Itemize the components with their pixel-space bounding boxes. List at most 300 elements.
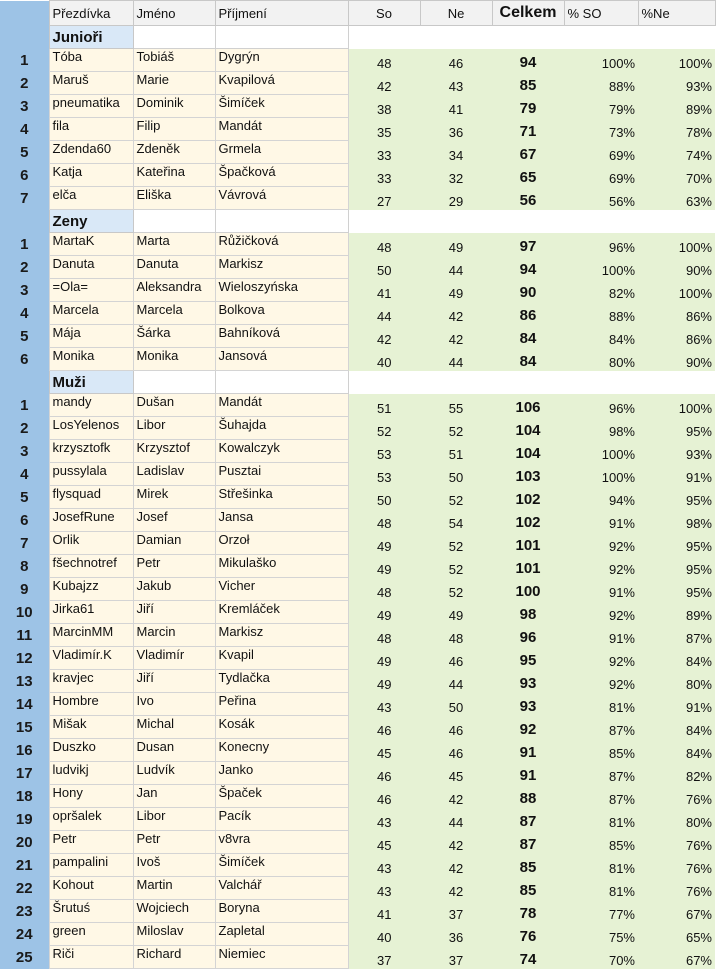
group-filler-cell — [564, 26, 638, 49]
table-row — [0, 486, 715, 509]
last-name-cell: v8vra — [215, 831, 348, 854]
group-rank-cell — [0, 210, 49, 233]
rank-cell: 14 — [0, 693, 49, 716]
pct-ne-cell: 98% — [638, 509, 715, 532]
rank-cell: 21 — [0, 854, 49, 877]
last-name-cell: Jansa — [215, 509, 348, 532]
ne-cell: 41 — [420, 95, 492, 118]
last-name-cell: Šimíček — [215, 854, 348, 877]
nick-cell: Jirka61 — [49, 601, 133, 624]
rank-cell: 6 — [0, 348, 49, 371]
total-cell: 103 — [492, 463, 564, 486]
total-cell: 87 — [492, 808, 564, 831]
total-cell: 94 — [492, 49, 564, 72]
pct-ne-cell: 84% — [638, 647, 715, 670]
first-name-cell: Dušan — [133, 394, 215, 417]
nick-cell: Petr — [49, 831, 133, 854]
first-name-cell: Martin — [133, 877, 215, 900]
nick-cell: elča — [49, 187, 133, 210]
ne-cell: 29 — [420, 187, 492, 210]
first-name-cell: Petr — [133, 555, 215, 578]
group-blank-cell — [215, 26, 348, 49]
first-name-cell: Krzysztof — [133, 440, 215, 463]
table-row — [0, 785, 715, 808]
last-name-cell: Wieloszyńska — [215, 279, 348, 302]
header-row — [0, 1, 715, 26]
pct-ne-cell: 63% — [638, 187, 715, 210]
first-name-cell: Jan — [133, 785, 215, 808]
group-filler-cell — [420, 26, 492, 49]
ne-cell: 46 — [420, 647, 492, 670]
so-cell: 33 — [348, 141, 420, 164]
ne-cell: 49 — [420, 233, 492, 256]
so-cell: 37 — [348, 946, 420, 969]
ne-cell: 37 — [420, 946, 492, 969]
total-cell: 93 — [492, 670, 564, 693]
last-name-cell: Tydlačka — [215, 670, 348, 693]
pct-so-cell: 77% — [564, 900, 638, 923]
so-cell: 43 — [348, 693, 420, 716]
last-name-cell: Jansová — [215, 348, 348, 371]
first-name-cell: Tobiáš — [133, 49, 215, 72]
first-name-cell: Filip — [133, 118, 215, 141]
last-name-cell: Kosák — [215, 716, 348, 739]
pct-so-cell: 92% — [564, 601, 638, 624]
group-name: Junioři — [49, 26, 133, 49]
pct-so-cell: 81% — [564, 693, 638, 716]
table-row — [0, 739, 715, 762]
pct-so-cell: 88% — [564, 302, 638, 325]
pct-so-cell: 82% — [564, 279, 638, 302]
last-name-cell: Kremláček — [215, 601, 348, 624]
first-name-cell: Marcin — [133, 624, 215, 647]
last-name-cell: Vicher — [215, 578, 348, 601]
pct-so-cell: 69% — [564, 164, 638, 187]
rank-cell: 4 — [0, 302, 49, 325]
ne-cell: 42 — [420, 831, 492, 854]
group-blank-cell — [133, 26, 215, 49]
rank-cell: 22 — [0, 877, 49, 900]
first-name-cell: Josef — [133, 509, 215, 532]
table-row — [0, 624, 715, 647]
so-cell: 48 — [348, 624, 420, 647]
ne-cell: 42 — [420, 302, 492, 325]
group-filler-cell — [564, 210, 638, 233]
so-cell: 35 — [348, 118, 420, 141]
group-rank-cell — [0, 371, 49, 394]
rank-cell: 25 — [0, 946, 49, 969]
pct-ne-cell: 76% — [638, 831, 715, 854]
pct-ne-cell: 65% — [638, 923, 715, 946]
pct-ne-cell: 70% — [638, 164, 715, 187]
table-row — [0, 72, 715, 95]
total-cell: 79 — [492, 95, 564, 118]
pct-so-cell: 91% — [564, 578, 638, 601]
nick-cell: pampalini — [49, 854, 133, 877]
total-cell: 78 — [492, 900, 564, 923]
first-name-cell: Jiří — [133, 670, 215, 693]
so-cell: 50 — [348, 486, 420, 509]
total-cell: 88 — [492, 785, 564, 808]
table-row — [0, 440, 715, 463]
rank-cell: 5 — [0, 141, 49, 164]
ne-cell: 51 — [420, 440, 492, 463]
group-filler-cell — [638, 371, 715, 394]
group-blank-cell — [133, 210, 215, 233]
so-cell: 42 — [348, 72, 420, 95]
pct-so-cell: 70% — [564, 946, 638, 969]
group-filler-cell — [492, 210, 564, 233]
group-header-row — [0, 210, 715, 233]
pct-so-cell: 85% — [564, 831, 638, 854]
pct-so-cell: 69% — [564, 141, 638, 164]
first-name-cell: Richard — [133, 946, 215, 969]
nick-cell: mandy — [49, 394, 133, 417]
header-total: Celkem — [492, 1, 564, 26]
pct-ne-cell: 90% — [638, 256, 715, 279]
nick-cell: ludvikj — [49, 762, 133, 785]
nick-cell: fila — [49, 118, 133, 141]
table-row — [0, 325, 715, 348]
table-row — [0, 394, 715, 417]
so-cell: 48 — [348, 509, 420, 532]
ne-cell: 36 — [420, 923, 492, 946]
nick-cell: opršalek — [49, 808, 133, 831]
table-row — [0, 578, 715, 601]
table-row — [0, 532, 715, 555]
rank-cell: 3 — [0, 95, 49, 118]
so-cell: 48 — [348, 233, 420, 256]
so-cell: 27 — [348, 187, 420, 210]
rank-cell: 15 — [0, 716, 49, 739]
rank-cell: 11 — [0, 624, 49, 647]
total-cell: 102 — [492, 509, 564, 532]
group-name: Muži — [49, 371, 133, 394]
nick-cell: MartaK — [49, 233, 133, 256]
ne-cell: 52 — [420, 486, 492, 509]
rank-cell: 5 — [0, 325, 49, 348]
table-row — [0, 509, 715, 532]
pct-ne-cell: 90% — [638, 348, 715, 371]
last-name-cell: Orzoł — [215, 532, 348, 555]
group-header-row — [0, 26, 715, 49]
pct-so-cell: 98% — [564, 417, 638, 440]
pct-ne-cell: 87% — [638, 624, 715, 647]
table-row — [0, 141, 715, 164]
header-last-name: Příjmení — [215, 1, 348, 26]
nick-cell: Kohout — [49, 877, 133, 900]
group-blank-cell — [215, 210, 348, 233]
table-row — [0, 670, 715, 693]
last-name-cell: Peřina — [215, 693, 348, 716]
so-cell: 42 — [348, 325, 420, 348]
pct-so-cell: 100% — [564, 49, 638, 72]
group-filler-cell — [348, 26, 420, 49]
pct-so-cell: 81% — [564, 877, 638, 900]
nick-cell: LosYelenos — [49, 417, 133, 440]
table-row — [0, 693, 715, 716]
total-cell: 98 — [492, 601, 564, 624]
header-rank — [0, 1, 49, 26]
total-cell: 92 — [492, 716, 564, 739]
table-row — [0, 808, 715, 831]
ne-cell: 48 — [420, 624, 492, 647]
rank-cell: 13 — [0, 670, 49, 693]
so-cell: 40 — [348, 348, 420, 371]
last-name-cell: Pusztai — [215, 463, 348, 486]
pct-ne-cell: 95% — [638, 417, 715, 440]
nick-cell: Duszko — [49, 739, 133, 762]
first-name-cell: Jakub — [133, 578, 215, 601]
so-cell: 45 — [348, 831, 420, 854]
nick-cell: Monika — [49, 348, 133, 371]
pct-ne-cell: 76% — [638, 877, 715, 900]
group-name: Zeny — [49, 210, 133, 233]
total-cell: 106 — [492, 394, 564, 417]
pct-so-cell: 94% — [564, 486, 638, 509]
ne-cell: 54 — [420, 509, 492, 532]
pct-ne-cell: 93% — [638, 440, 715, 463]
nick-cell: Maruš — [49, 72, 133, 95]
group-filler-cell — [420, 371, 492, 394]
ne-cell: 50 — [420, 693, 492, 716]
ne-cell: 36 — [420, 118, 492, 141]
rank-cell: 23 — [0, 900, 49, 923]
pct-ne-cell: 82% — [638, 762, 715, 785]
pct-ne-cell: 80% — [638, 808, 715, 831]
ne-cell: 44 — [420, 808, 492, 831]
nick-cell: pneumatika — [49, 95, 133, 118]
header-pct-so: % SO — [564, 1, 638, 26]
nick-cell: MarcinMM — [49, 624, 133, 647]
rank-cell: 19 — [0, 808, 49, 831]
ne-cell: 42 — [420, 877, 492, 900]
pct-so-cell: 91% — [564, 509, 638, 532]
so-cell: 45 — [348, 739, 420, 762]
ne-cell: 44 — [420, 256, 492, 279]
rank-cell: 2 — [0, 256, 49, 279]
ne-cell: 52 — [420, 532, 492, 555]
ne-cell: 52 — [420, 417, 492, 440]
ne-cell: 46 — [420, 716, 492, 739]
first-name-cell: Wojciech — [133, 900, 215, 923]
nick-cell: Zdenda60 — [49, 141, 133, 164]
total-cell: 85 — [492, 877, 564, 900]
ne-cell: 49 — [420, 601, 492, 624]
pct-ne-cell: 84% — [638, 716, 715, 739]
first-name-cell: Kateřina — [133, 164, 215, 187]
rank-cell: 16 — [0, 739, 49, 762]
pct-so-cell: 87% — [564, 716, 638, 739]
pct-ne-cell: 100% — [638, 279, 715, 302]
total-cell: 84 — [492, 325, 564, 348]
rank-cell: 1 — [0, 233, 49, 256]
group-blank-cell — [133, 371, 215, 394]
total-cell: 76 — [492, 923, 564, 946]
header-nick: Přezdívka — [49, 1, 133, 26]
table-row — [0, 256, 715, 279]
first-name-cell: Libor — [133, 417, 215, 440]
so-cell: 33 — [348, 164, 420, 187]
table-row — [0, 49, 715, 72]
table-row — [0, 762, 715, 785]
rank-cell: 7 — [0, 532, 49, 555]
pct-ne-cell: 76% — [638, 854, 715, 877]
first-name-cell: Dusan — [133, 739, 215, 762]
table-row — [0, 900, 715, 923]
rank-cell: 12 — [0, 647, 49, 670]
group-filler-cell — [348, 210, 420, 233]
first-name-cell: Libor — [133, 808, 215, 831]
last-name-cell: Špaček — [215, 785, 348, 808]
nick-cell: kravjec — [49, 670, 133, 693]
pct-ne-cell: 89% — [638, 601, 715, 624]
so-cell: 50 — [348, 256, 420, 279]
table-row — [0, 647, 715, 670]
pct-ne-cell: 74% — [638, 141, 715, 164]
pct-ne-cell: 67% — [638, 900, 715, 923]
pct-so-cell: 75% — [564, 923, 638, 946]
so-cell: 43 — [348, 854, 420, 877]
first-name-cell: Danuta — [133, 256, 215, 279]
rank-cell: 4 — [0, 463, 49, 486]
table-row — [0, 854, 715, 877]
nick-cell: JosefRune — [49, 509, 133, 532]
pct-ne-cell: 91% — [638, 693, 715, 716]
last-name-cell: Mandát — [215, 394, 348, 417]
first-name-cell: Šárka — [133, 325, 215, 348]
nick-cell: Mišak — [49, 716, 133, 739]
last-name-cell: Bolkova — [215, 302, 348, 325]
pct-so-cell: 73% — [564, 118, 638, 141]
ne-cell: 45 — [420, 762, 492, 785]
table-row — [0, 946, 715, 969]
pct-ne-cell: 86% — [638, 302, 715, 325]
table-row — [0, 187, 715, 210]
rank-cell: 6 — [0, 164, 49, 187]
first-name-cell: Marta — [133, 233, 215, 256]
table-row — [0, 923, 715, 946]
pct-so-cell: 79% — [564, 95, 638, 118]
pct-ne-cell: 67% — [638, 946, 715, 969]
table-row — [0, 302, 715, 325]
first-name-cell: Damian — [133, 532, 215, 555]
pct-ne-cell: 100% — [638, 233, 715, 256]
table-row — [0, 417, 715, 440]
total-cell: 100 — [492, 578, 564, 601]
group-filler-cell — [638, 26, 715, 49]
last-name-cell: Zapletal — [215, 923, 348, 946]
table-row — [0, 279, 715, 302]
total-cell: 65 — [492, 164, 564, 187]
total-cell: 97 — [492, 233, 564, 256]
first-name-cell: Mirek — [133, 486, 215, 509]
so-cell: 46 — [348, 762, 420, 785]
table-body — [0, 26, 715, 969]
rank-cell: 3 — [0, 279, 49, 302]
rank-cell: 2 — [0, 417, 49, 440]
table-row — [0, 164, 715, 187]
nick-cell: Danuta — [49, 256, 133, 279]
rank-cell: 17 — [0, 762, 49, 785]
so-cell: 49 — [348, 670, 420, 693]
group-filler-cell — [638, 210, 715, 233]
so-cell: 48 — [348, 578, 420, 601]
header-so: So — [348, 1, 420, 26]
table-row — [0, 463, 715, 486]
nick-cell: green — [49, 923, 133, 946]
first-name-cell: Aleksandra — [133, 279, 215, 302]
first-name-cell: Vladimír — [133, 647, 215, 670]
ne-cell: 34 — [420, 141, 492, 164]
nick-cell: Katja — [49, 164, 133, 187]
pct-so-cell: 87% — [564, 762, 638, 785]
last-name-cell: Mikulaško — [215, 555, 348, 578]
nick-cell: Hony — [49, 785, 133, 808]
first-name-cell: Monika — [133, 348, 215, 371]
pct-ne-cell: 95% — [638, 555, 715, 578]
so-cell: 46 — [348, 716, 420, 739]
total-cell: 104 — [492, 440, 564, 463]
total-cell: 56 — [492, 187, 564, 210]
group-filler-cell — [492, 371, 564, 394]
last-name-cell: Grmela — [215, 141, 348, 164]
ne-cell: 44 — [420, 348, 492, 371]
so-cell: 41 — [348, 900, 420, 923]
so-cell: 51 — [348, 394, 420, 417]
pct-so-cell: 88% — [564, 72, 638, 95]
rank-cell: 3 — [0, 440, 49, 463]
ne-cell: 37 — [420, 900, 492, 923]
table-row — [0, 118, 715, 141]
pct-so-cell: 85% — [564, 739, 638, 762]
pct-so-cell: 87% — [564, 785, 638, 808]
total-cell: 90 — [492, 279, 564, 302]
pct-ne-cell: 95% — [638, 486, 715, 509]
total-cell: 85 — [492, 72, 564, 95]
rank-cell: 5 — [0, 486, 49, 509]
pct-ne-cell: 76% — [638, 785, 715, 808]
ne-cell: 46 — [420, 49, 492, 72]
table-row — [0, 233, 715, 256]
rank-cell: 10 — [0, 601, 49, 624]
nick-cell: Marcela — [49, 302, 133, 325]
pct-so-cell: 81% — [564, 808, 638, 831]
pct-so-cell: 100% — [564, 440, 638, 463]
pct-ne-cell: 95% — [638, 532, 715, 555]
nick-cell: flysquad — [49, 486, 133, 509]
total-cell: 85 — [492, 854, 564, 877]
nick-cell: Hombre — [49, 693, 133, 716]
so-cell: 40 — [348, 923, 420, 946]
total-cell: 102 — [492, 486, 564, 509]
ne-cell: 52 — [420, 555, 492, 578]
first-name-cell: Ladislav — [133, 463, 215, 486]
pct-so-cell: 100% — [564, 256, 638, 279]
ne-cell: 43 — [420, 72, 492, 95]
rank-cell: 18 — [0, 785, 49, 808]
total-cell: 71 — [492, 118, 564, 141]
pct-so-cell: 100% — [564, 463, 638, 486]
ne-cell: 49 — [420, 279, 492, 302]
ne-cell: 42 — [420, 325, 492, 348]
total-cell: 74 — [492, 946, 564, 969]
table-row — [0, 555, 715, 578]
so-cell: 49 — [348, 601, 420, 624]
total-cell: 95 — [492, 647, 564, 670]
header-first-name: Jméno — [133, 1, 215, 26]
total-cell: 91 — [492, 762, 564, 785]
